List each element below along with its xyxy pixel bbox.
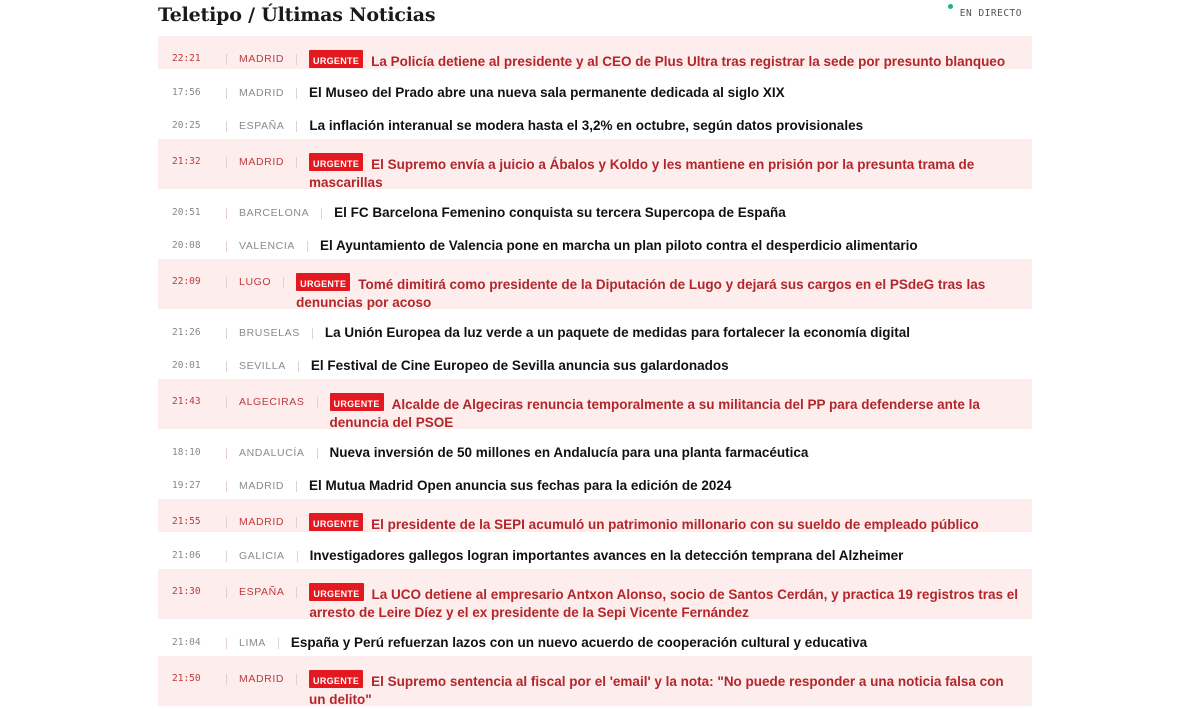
news-headline[interactable]: La Policía detiene al presidente y al CEO de Plus Ultra tras registrar la sede por presunto blanqueo	[371, 54, 1006, 69]
news-headline[interactable]: Tomé dimitirá como presidente de la Diputación de Lugo y dejará sus cargos en el PSdeG tras las denuncias por acoso	[296, 277, 986, 310]
news-time: 20:51	[172, 207, 201, 218]
news-headline[interactable]: El Supremo envía a juicio a Ábalos y Koldo y les mantiene en prisión por la presunta trama de mascarillas	[309, 157, 975, 190]
news-item[interactable]	[158, 431, 1032, 464]
news-time: 20:25	[172, 120, 201, 131]
news-item-urgent[interactable]	[158, 36, 1032, 69]
news-item[interactable]	[158, 534, 1032, 567]
news-headline-container[interactable]	[297, 153, 1018, 192]
teletipo-page	[158, 0, 1032, 708]
news-headline-container[interactable]	[284, 273, 1018, 312]
news-headline-container[interactable]	[318, 444, 1019, 462]
news-headline[interactable]: La inflación interanual se modera hasta el 3,2% en octubre, según datos provisionales	[309, 118, 864, 133]
page-header	[158, 0, 1032, 34]
news-item-urgent[interactable]	[158, 656, 1032, 706]
news-location: MADRID	[239, 480, 285, 492]
news-time: 21:55	[172, 516, 201, 527]
news-location: SEVILLA	[239, 360, 286, 372]
news-time: 21:06	[172, 550, 201, 561]
news-headline-container[interactable]	[297, 670, 1018, 709]
page-title: Teletipo / Últimas Noticias	[158, 4, 436, 26]
divider	[226, 208, 227, 219]
news-headline-container[interactable]	[299, 357, 1018, 375]
news-item[interactable]	[158, 621, 1032, 654]
news-time: 18:10	[172, 447, 201, 458]
news-headline[interactable]: España y Perú refuerzan lazos con un nuevo acuerdo de cooperación cultural y educativa	[290, 635, 868, 650]
news-location: ANDALUCÍA	[239, 447, 305, 459]
news-time: 21:50	[172, 673, 201, 684]
news-item-urgent[interactable]	[158, 379, 1032, 429]
news-location: VALENCIA	[239, 240, 295, 252]
news-headline[interactable]: El Supremo sentencia al fiscal por el 'email' y la nota: "No puede responder a una noticia falsa con un delito"	[309, 674, 1004, 707]
news-headline-container[interactable]	[297, 50, 1018, 71]
news-headline[interactable]: Nueva inversión de 50 millones en Andalucía para una planta farmacéutica	[329, 445, 809, 460]
news-time: 22:09	[172, 276, 201, 287]
news-location: ALGECIRAS	[239, 396, 305, 408]
urgent-badge: URGENTE	[309, 50, 363, 68]
divider	[226, 397, 227, 408]
urgent-badge: URGENTE	[309, 513, 363, 531]
news-item-urgent[interactable]	[158, 499, 1032, 532]
news-location: MADRID	[239, 156, 285, 168]
news-time: 17:56	[172, 87, 201, 98]
news-time: 19:27	[172, 480, 201, 491]
news-headline-container[interactable]	[297, 84, 1018, 102]
news-headline[interactable]: La UCO detiene al empresario Antxon Alonso, socio de Santos Cerdán, y practica 19 registros tras el arresto de Leire Díez y el ex presidente de la Sepi Vicente Fernández	[309, 587, 1018, 620]
news-list	[158, 36, 1032, 706]
news-headline[interactable]: El FC Barcelona Femenino conquista su tercera Supercopa de España	[334, 205, 786, 220]
divider	[226, 241, 227, 252]
news-item[interactable]	[158, 311, 1032, 344]
news-time: 21:04	[172, 637, 201, 648]
divider	[226, 277, 227, 288]
news-time: 20:08	[172, 240, 201, 251]
divider	[226, 328, 227, 339]
news-time: 21:26	[172, 327, 201, 338]
news-location: BRUSELAS	[239, 327, 300, 339]
news-headline-container[interactable]	[297, 513, 1018, 534]
urgent-badge: URGENTE	[309, 583, 363, 601]
news-headline-container[interactable]	[298, 547, 1018, 565]
news-headline-container[interactable]	[322, 204, 1018, 222]
news-headline-container[interactable]	[318, 393, 1018, 432]
urgent-badge: URGENTE	[309, 670, 363, 688]
news-headline[interactable]: El presidente de la SEPI acumuló un patrimonio millonario con su sueldo de empleado público	[371, 517, 979, 532]
news-location: MADRID	[239, 53, 285, 65]
divider	[226, 448, 227, 459]
news-headline[interactable]: El Ayuntamiento de Valencia pone en marcha un plan piloto contra el desperdicio alimentario	[319, 238, 918, 253]
news-headline-container[interactable]	[308, 237, 1018, 255]
news-headline-container[interactable]	[297, 477, 1018, 495]
news-item-urgent[interactable]	[158, 139, 1032, 189]
news-headline-container[interactable]	[297, 583, 1018, 622]
news-headline[interactable]: El Museo del Prado abre una nueva sala permanente dedicada al siglo XIX	[309, 85, 785, 100]
news-location: ESPAÑA	[239, 586, 285, 598]
news-item[interactable]	[158, 104, 1032, 137]
news-time: 21:43	[172, 396, 201, 407]
news-headline[interactable]: Investigadores gallegos logran importantes avances en la detección temprana del Alzheimer	[309, 548, 904, 563]
news-item-urgent[interactable]	[158, 259, 1032, 309]
news-headline-container[interactable]	[297, 117, 1018, 135]
live-dot-icon	[948, 4, 953, 9]
urgent-badge: URGENTE	[296, 273, 350, 291]
divider	[226, 638, 227, 649]
divider	[226, 88, 227, 99]
divider	[226, 587, 227, 598]
divider	[226, 361, 227, 372]
news-time: 21:30	[172, 586, 201, 597]
news-location: ESPAÑA	[239, 120, 285, 132]
urgent-badge: URGENTE	[309, 153, 363, 171]
news-headline[interactable]: El Mutua Madrid Open anuncia sus fechas para la edición de 2024	[309, 478, 732, 493]
live-indicator	[960, 8, 1022, 19]
urgent-badge: URGENTE	[330, 393, 384, 411]
news-headline[interactable]: El Festival de Cine Europeo de Sevilla anuncia sus galardonados	[310, 358, 729, 373]
divider	[226, 157, 227, 168]
news-headline-container[interactable]	[279, 634, 1018, 652]
divider	[226, 551, 227, 562]
news-location: LUGO	[239, 276, 272, 288]
news-headline[interactable]: Alcalde de Algeciras renuncia temporalmente a su militancia del PP para defenderse ante la denuncia del PSOE	[329, 397, 980, 430]
divider	[226, 481, 227, 492]
divider	[226, 674, 227, 685]
news-item[interactable]	[158, 71, 1032, 104]
news-time: 21:32	[172, 156, 201, 167]
news-location: GALICIA	[239, 550, 285, 562]
divider	[226, 121, 227, 132]
news-headline[interactable]: La Unión Europea da luz verde a un paquete de medidas para fortalecer la economía digital	[324, 325, 910, 340]
news-time: 20:01	[172, 360, 201, 371]
news-item[interactable]	[158, 191, 1032, 224]
news-location: BARCELONA	[239, 207, 310, 219]
live-label: EN DIRECTO	[959, 8, 1022, 19]
news-item-urgent[interactable]	[158, 569, 1032, 619]
news-time: 22:21	[172, 53, 201, 64]
news-location: MADRID	[239, 673, 285, 685]
news-location: MADRID	[239, 87, 285, 99]
divider	[226, 54, 227, 65]
news-location: MADRID	[239, 516, 285, 528]
news-item[interactable]	[158, 224, 1032, 257]
news-location: LIMA	[239, 637, 266, 649]
news-item[interactable]	[158, 344, 1032, 377]
news-headline-container[interactable]	[313, 324, 1018, 342]
news-item[interactable]	[158, 464, 1032, 497]
divider	[226, 517, 227, 528]
